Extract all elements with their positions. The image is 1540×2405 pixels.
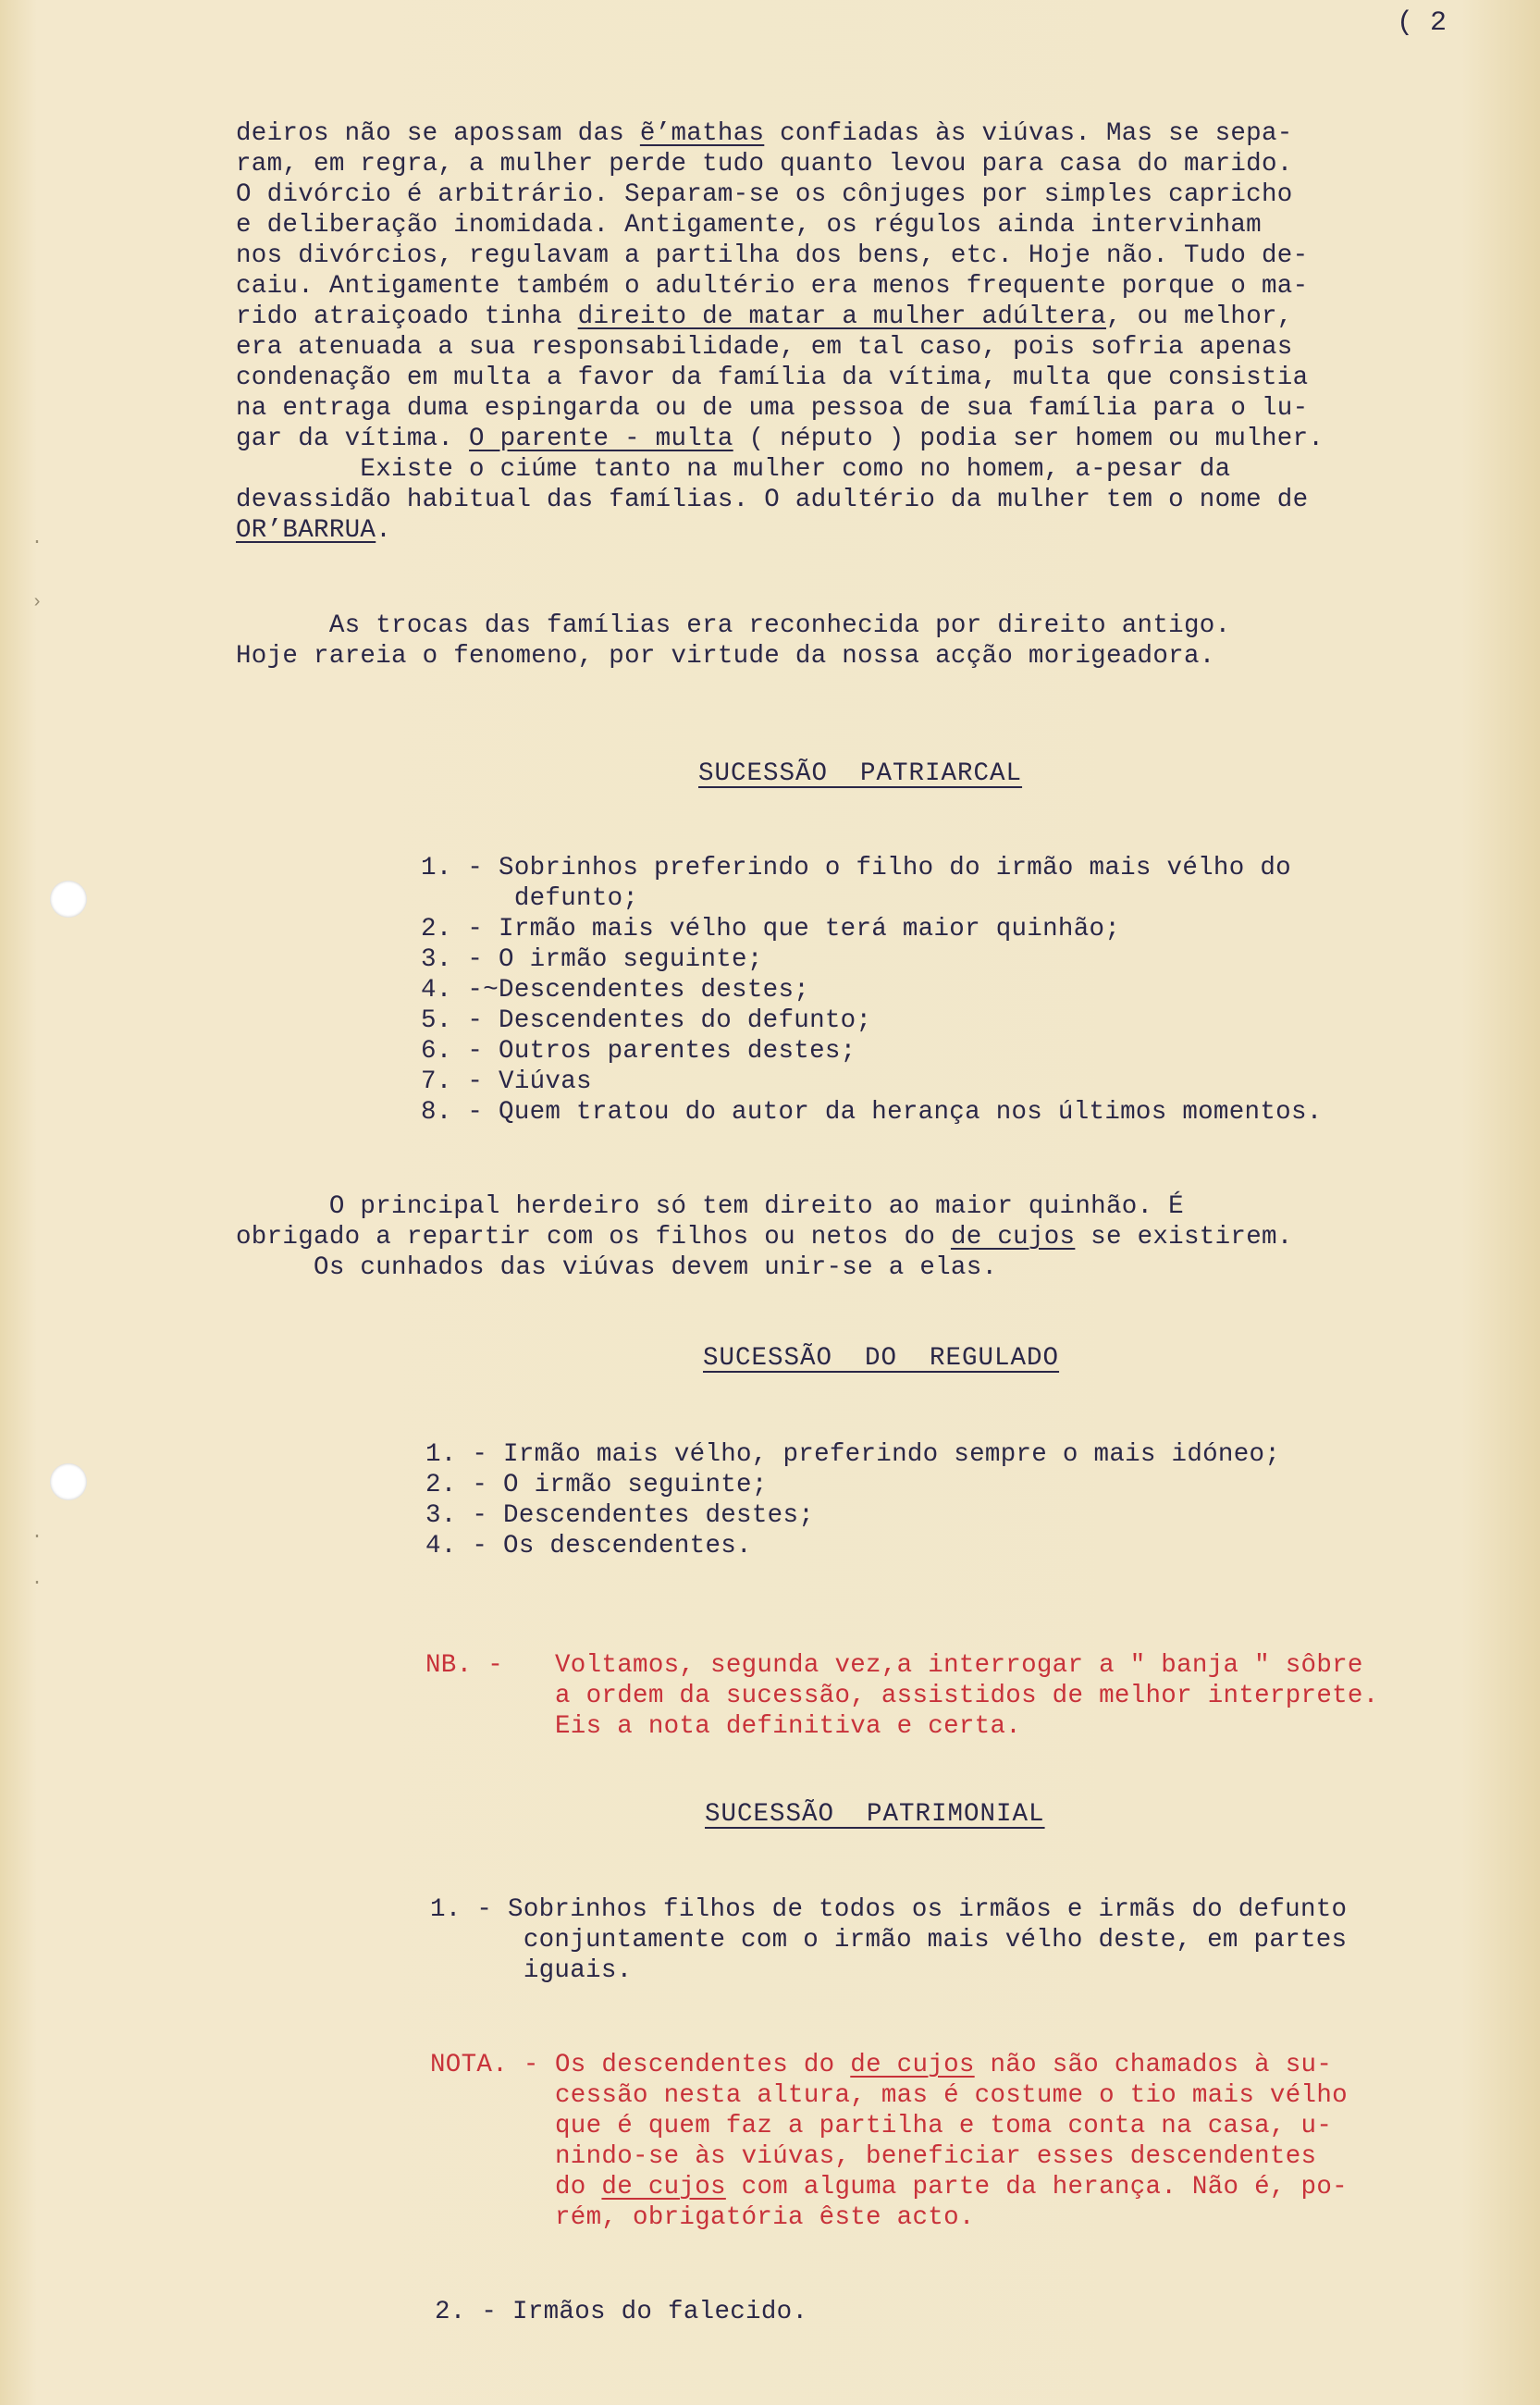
body-line: era atenuada a sua responsabilidade, em tal caso, pois sofria apenas — [236, 333, 1293, 362]
body-line: As trocas das famílias era reconhecida por direito antigo. — [236, 611, 1231, 640]
nota-line: Os descendentes do de cujos não são chamados à su- — [555, 2051, 1333, 2079]
body-line: ram, em regra, a mulher perde tudo quanto levou para casa do marido. — [236, 150, 1293, 179]
body-line: caiu. Antigamente também o adultério era menos frequente porque o ma- — [236, 272, 1309, 301]
margin-mark: › — [31, 592, 43, 613]
list-item: 2. - Irmão mais vélho que terá maior quinhão; — [421, 915, 1121, 944]
nb-label: NB. - — [425, 1651, 504, 1680]
page-number: ( 2 — [1397, 7, 1448, 39]
list-item: 4. - Os descendentes. — [425, 1532, 752, 1560]
nb-line: a ordem da sucessão, assistidos de melhor interprete. — [555, 1682, 1379, 1710]
list-item: 6. - Outros parentes destes; — [421, 1037, 856, 1066]
body-line: rido atraiçoado tinha direito de matar a mulher adúltera, ou melhor, — [236, 302, 1293, 331]
punch-hole — [50, 881, 87, 918]
body-line: O divórcio é arbitrário. Separam-se os cônjuges por simples capricho — [236, 180, 1293, 209]
list-item: 4. -~Descendentes destes; — [421, 976, 810, 1005]
list-item: conjuntamente com o irmão mais vélho deste, em partes — [430, 1926, 1348, 1955]
list-item: 1. - Sobrinhos filhos de todos os irmãos e irmãs do defunto — [430, 1895, 1348, 1924]
body-line: devassidão habitual das famílias. O adultério da mulher tem o nome de — [236, 486, 1309, 514]
list-item: 2. - O irmão seguinte; — [425, 1471, 768, 1499]
list-item: 5. - Descendentes do defunto; — [421, 1006, 872, 1035]
nota-line: rém, obrigatória êste acto. — [555, 2203, 975, 2232]
body-line: Hoje rareia o fenomeno, por virtude da nossa acção morigeadora. — [236, 642, 1215, 671]
nota-line: cessão nesta altura, mas é costume o tio mais vélho — [555, 2081, 1348, 2110]
margin-mark: · — [31, 1526, 43, 1548]
body-line: nos divórcios, regulavam a partilha dos bens, etc. Hoje não. Tudo de- — [236, 241, 1309, 270]
margin-mark: · — [31, 532, 43, 553]
list-item: 3. - O irmão seguinte; — [421, 945, 763, 974]
list-item: iguais. — [430, 1956, 633, 1985]
section-heading-regulado: SUCESSÃO DO REGULADO — [703, 1344, 1060, 1373]
body-line: obrigado a repartir com os filhos ou netos do de cujos se existirem. — [236, 1223, 1293, 1252]
list-item: 8. - Quem tratou do autor da herança nos últimos momentos. — [421, 1098, 1323, 1127]
nota-line: que é quem faz a partilha e toma conta na casa, u- — [555, 2112, 1333, 2140]
punch-hole — [50, 1463, 87, 1500]
section-heading-patrimonial: SUCESSÃO PATRIMONIAL — [705, 1800, 1045, 1829]
list-item: 1. - Sobrinhos preferindo o filho do irmão mais vélho do — [421, 854, 1291, 882]
nota-line: do de cujos com alguma parte da herança. Não é, po- — [555, 2173, 1348, 2202]
body-line: e deliberação inomidada. Antigamente, os régulos ainda intervinham — [236, 211, 1262, 240]
nota-line: nindo-se às viúvas, beneficiar esses descendentes — [555, 2142, 1317, 2171]
list-item: 7. - Viúvas — [421, 1067, 592, 1096]
body-line: condenação em multa a favor da família da vítima, multa que consistia — [236, 364, 1309, 392]
body-line: deiros não se apossam das ẽ’mathas confiadas às viúvas. Mas se sepa- — [236, 119, 1293, 148]
body-line: Os cunhados das viúvas devem unir-se a elas. — [236, 1253, 998, 1282]
body-line: na entraga duma espingarda ou de uma pessoa de sua família para o lu- — [236, 394, 1309, 423]
body-line: Existe o ciúme tanto na mulher como no homem, a-pesar da — [236, 455, 1231, 484]
section-heading-patriarcal: SUCESSÃO PATRIARCAL — [698, 759, 1023, 788]
list-item: 3. - Descendentes destes; — [425, 1501, 815, 1530]
body-line: OR’BARRUA. — [236, 516, 392, 545]
list-item: defunto; — [421, 884, 639, 913]
margin-mark: · — [31, 1572, 43, 1594]
nb-line: Voltamos, segunda vez,a interrogar a " banja " sôbre — [555, 1651, 1363, 1680]
body-line: O principal herdeiro só tem direito ao maior quinhão. É — [236, 1192, 1184, 1221]
list-item: 1. - Irmão mais vélho, preferindo sempre o mais idóneo; — [425, 1440, 1281, 1469]
list-item: 2. - Irmãos do falecido. — [435, 2298, 808, 2326]
nb-line: Eis a nota definitiva e certa. — [555, 1712, 1022, 1741]
nota-label: NOTA. - — [430, 2051, 539, 2079]
body-line: gar da vítima. O parente - multa ( néputo ) podia ser homem ou mulher. — [236, 425, 1324, 453]
